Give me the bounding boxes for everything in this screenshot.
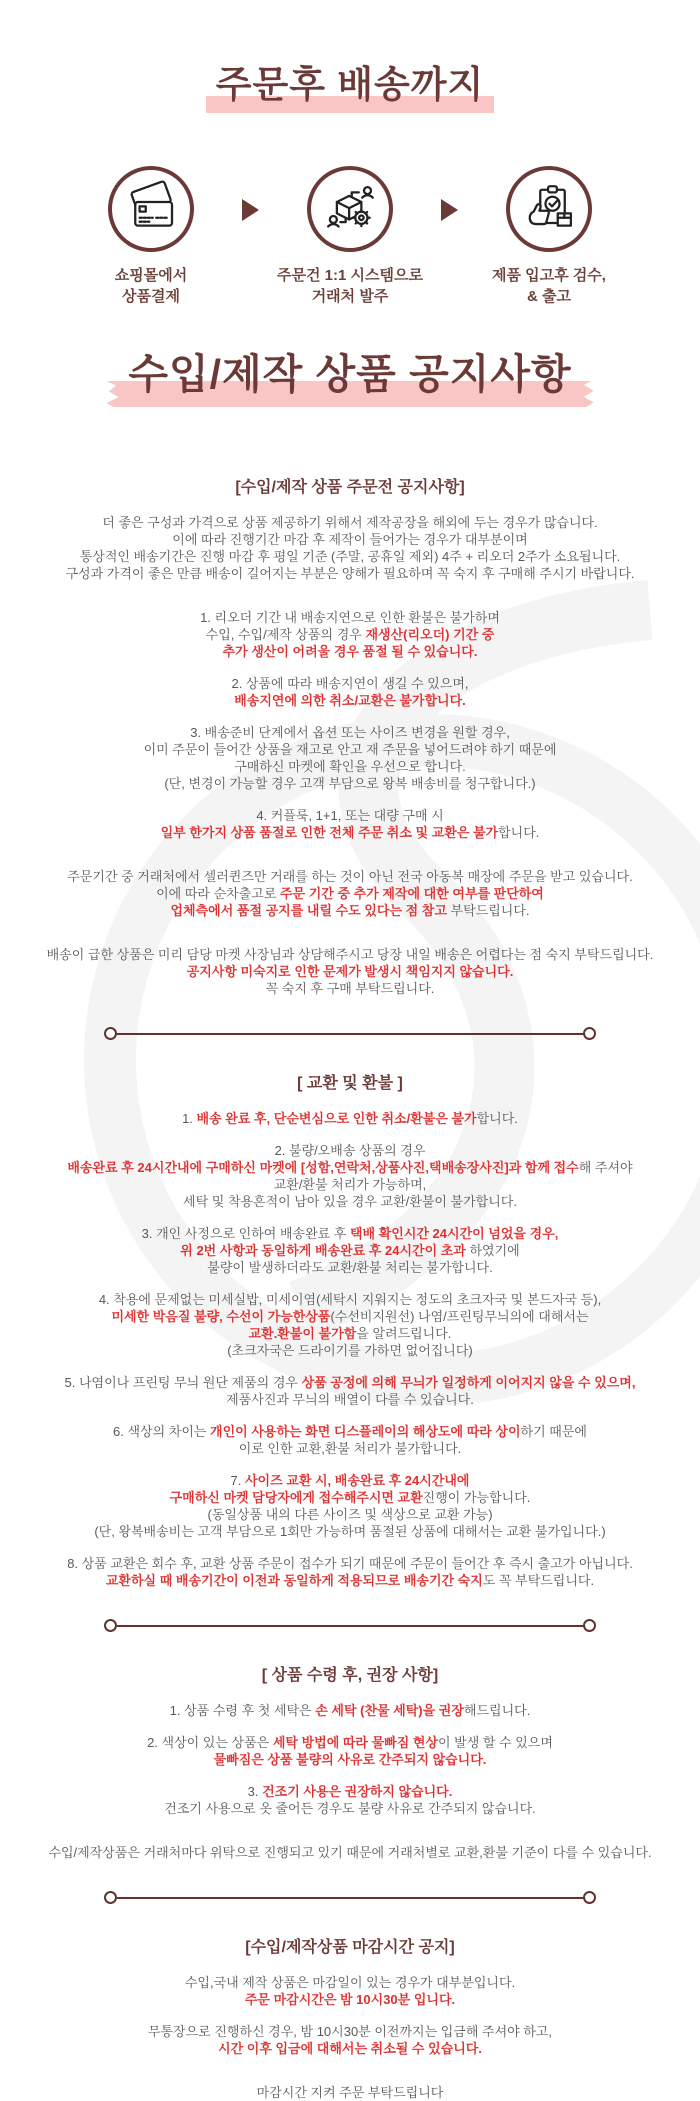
- body-text: 합니다.: [476, 1111, 518, 1126]
- text-line: [8, 758, 692, 775]
- section-header: [ 교환 및 환불 ]: [297, 1075, 403, 1092]
- body-text: 수입/제작상품은 거래처마다 위탁으로 진행되고 있기 때문에 거래처별로 교환,환불 기준이 다를 수 있습니다.: [48, 1845, 652, 1860]
- body-text: 하기 때문에: [520, 1424, 587, 1439]
- warning-text: 손 세탁 (찬물 세탁)을 권장: [315, 1703, 464, 1718]
- text-line: [8, 775, 692, 792]
- divider-endpoint-circle: [104, 1891, 117, 1904]
- body-text: 7.: [230, 1473, 245, 1488]
- text-line: [8, 1991, 692, 2008]
- step-circle: [307, 166, 393, 252]
- text-block: [8, 1225, 692, 1276]
- text-block: [8, 1472, 692, 1540]
- sub-title-wrap: [0, 341, 700, 400]
- text-block: [8, 1734, 692, 1768]
- text-block: [8, 2023, 692, 2057]
- body-text: 더 좋은 구성과 가격으로 상품 제공하기 위해서 제작공장을 해외에 두는 경우가 많습니다.: [102, 515, 598, 530]
- body-text: 합니다.: [498, 825, 540, 840]
- body-text: 해드립니다.: [463, 1703, 531, 1718]
- warning-text: 추가 생산이 어려울 경우 품절 될 수 있습니다.: [222, 644, 478, 659]
- divider-endpoint-circle: [583, 1891, 596, 1904]
- text-line: [8, 1489, 692, 1506]
- text-line: [8, 885, 692, 902]
- text-line: [8, 741, 692, 758]
- text-block: [8, 675, 692, 709]
- section-after-receipt-recommendation: [0, 1662, 700, 1861]
- warning-text: 주문 기간 중 추가 제작에 대한 여부를 판단하여: [279, 886, 544, 901]
- body-text: 2. 색상이 있는 상품은: [147, 1735, 273, 1750]
- text-line: [8, 1734, 692, 1751]
- arrow-right-icon: [242, 199, 259, 221]
- divider-endpoint-circle: [583, 1027, 596, 1040]
- text-line: [8, 1440, 692, 1457]
- warning-text: 일부 한가지 상품 품절로 인한 전체 주문 취소 및 교환은 불가: [160, 825, 499, 840]
- text-line: [8, 514, 692, 531]
- text-line: [8, 1783, 692, 1800]
- step-circle: [506, 166, 592, 252]
- body-text: 5. 나염이나 프린팅 무늬 원단 제품의 경우: [64, 1375, 302, 1390]
- text-line: [8, 1242, 692, 1259]
- warning-text: 배송 완료 후, 단순변심으로 인한 취소/환불은 불가: [196, 1111, 477, 1126]
- body-text: 도 꼭 부탁드립니다.: [482, 1573, 595, 1588]
- body-text: 이 발생 할 수 있으며: [438, 1735, 553, 1750]
- text-block: [8, 1783, 692, 1817]
- body-text: 진행이 가능합니다.: [422, 1490, 531, 1505]
- body-text: 8. 상품 교환은 회수 후, 교환 상품 주문이 접수가 되기 때문에 주문이 들어간 후 즉시 출고가 아닙니다.: [67, 1556, 633, 1571]
- text-line: [8, 692, 692, 709]
- text-line: [8, 643, 692, 660]
- text-line: [8, 1110, 692, 1127]
- warning-text: 사이즈 교환 시, 배송완료 후 24시간내에: [244, 1473, 470, 1488]
- warning-text: 교환.환불이 불가함: [248, 1326, 357, 1341]
- text-line: [8, 1159, 692, 1176]
- page-title: 주문후 배송까지: [216, 54, 484, 108]
- text-line: [8, 1472, 692, 1489]
- text-block: [8, 946, 692, 997]
- body-text: 2. 불량/오배송 상품의 경우: [274, 1143, 426, 1158]
- text-line: [8, 1572, 692, 1589]
- section-exchange-refund: [0, 1070, 700, 1589]
- warning-text: 배송지연에 의한 취소/교환은 불가합니다.: [234, 693, 466, 708]
- text-block: [8, 1110, 692, 1127]
- text-line: [8, 1523, 692, 1540]
- divider-line: [117, 1625, 583, 1627]
- step-circle: [108, 166, 194, 252]
- sections-host: [0, 474, 700, 2101]
- body-text: 부탁드립니다.: [446, 903, 530, 918]
- body-text: 을 알려드립니다.: [356, 1326, 452, 1341]
- body-text: 건조기 사용으로 옷 줄어든 경우도 불량 사유로 간주되지 않습니다.: [164, 1801, 536, 1816]
- body-text: (단, 왕복배송비는 고객 부담으로 1회만 가능하며 품절된 상품에 대해서는 교환 불가입니다.): [94, 1524, 606, 1539]
- body-text: 3. 배송준비 단계에서 옵션 또는 사이즈 변경을 원할 경우,: [190, 725, 510, 740]
- body-text: 1.: [182, 1111, 197, 1126]
- text-block: [8, 2084, 692, 2101]
- warning-text: 세탁 방법에 따라 물빠짐 현상: [272, 1735, 438, 1750]
- warning-text: 업체측에서 품절 공지를 내릴 수도 있다는 점 참고: [170, 903, 447, 918]
- text-block: [8, 1974, 692, 2008]
- section-divider: [104, 1027, 596, 1040]
- warning-text: 시간 이후 입금에 대해서는 취소될 수 있습니다.: [218, 2041, 482, 2056]
- text-line: [8, 1291, 692, 1308]
- text-block: [8, 1142, 692, 1210]
- body-text: 마감시간 지켜 주문 부탁드립니다: [256, 2085, 444, 2100]
- text-line: [8, 724, 692, 741]
- main-title-wrap: [0, 0, 700, 108]
- text-block: [8, 609, 692, 660]
- text-block: [8, 724, 692, 792]
- text-line: [8, 1702, 692, 1719]
- text-line: [8, 1325, 692, 1342]
- body-text: (단, 변경이 가능할 경우 고객 부담으로 왕복 배송비를 청구합니다.): [164, 776, 536, 791]
- text-line: [8, 1751, 692, 1768]
- text-block: [8, 1702, 692, 1719]
- body-text: (초크자국은 드라이기를 가하면 없어집니다): [227, 1343, 473, 1358]
- text-line: [8, 626, 692, 643]
- text-line: [8, 1193, 692, 1210]
- body-text: 6. 색상의 차이는: [113, 1424, 211, 1439]
- text-line: [8, 609, 692, 626]
- body-text: 불량이 발생하더라도 교환/환불 처리는 불가합니다.: [207, 1260, 493, 1275]
- text-line: [8, 531, 692, 548]
- warning-text: 재생산(리오더) 기간 중: [365, 627, 495, 642]
- body-text: 이로 인한 교환,환불 처리가 불가합니다.: [238, 1441, 462, 1456]
- body-text: 통상적인 배송기간은 진행 마감 후 평일 기준 (주말, 공휴일 제외) 4주 + 리오더 2주가 소요됩니다.: [79, 549, 621, 564]
- body-text: 꼭 숙지 후 구매 부탁드립니다.: [265, 981, 435, 996]
- text-block: [8, 1423, 692, 1457]
- step-label-line: 주문건 1:1 시스템으로: [277, 267, 423, 284]
- text-block: [8, 1844, 692, 1861]
- text-line: [8, 902, 692, 919]
- body-text: 제품사진과 무늬의 배열이 다를 수 있습니다.: [226, 1392, 474, 1407]
- text-line: [8, 1555, 692, 1572]
- section-title: 수입/제작 상품 공지사항: [128, 341, 571, 400]
- warning-text: 배송완료 후 24시간내에 구매하신 마켓에 [성함,연락처,상품사진,택배송장사진]과 함께 접수: [67, 1160, 579, 1175]
- text-line: [8, 807, 692, 824]
- text-line: [8, 1142, 692, 1159]
- body-text: 교환/환불 처리가 가능하며,: [273, 1177, 427, 1192]
- body-text: 1. 상품 수령 후 첫 세탁은: [169, 1703, 316, 1718]
- text-line: [8, 868, 692, 885]
- warning-text: 미세한 박음질 불량, 수선이 가능한상품: [111, 1309, 331, 1324]
- text-line: [8, 1844, 692, 1861]
- text-line: [8, 2023, 692, 2040]
- section-divider: [104, 1891, 596, 1904]
- credit-card-icon: [123, 181, 179, 237]
- text-line: [8, 824, 692, 841]
- divider-endpoint-circle: [583, 1619, 596, 1632]
- body-text: 하였기에: [465, 1243, 520, 1258]
- text-block: [8, 1291, 692, 1359]
- body-text: 3.: [247, 1784, 263, 1799]
- warning-text: 교환하실 때 배송기간이 이전과 동일하게 적용되므로 배송기간 숙지: [105, 1573, 483, 1588]
- body-text: 주문기간 중 거래처에서 셀러퀸즈만 거래를 하는 것이 아닌 전국 아동복 매장에 주문을 받고 있습니다.: [67, 869, 633, 884]
- divider-endpoint-circle: [104, 1027, 117, 1040]
- process-step-inspection: [458, 166, 640, 307]
- body-text: 세탁 및 착용흔적이 남아 있을 경우 교환/환불이 불가합니다.: [183, 1194, 517, 1209]
- divider-endpoint-circle: [104, 1619, 117, 1632]
- process-step-payment: [60, 166, 242, 307]
- text-line: [8, 1391, 692, 1408]
- step-label-line: 상품결제: [122, 288, 180, 305]
- body-text: 구매하신 마켓에 확인을 우선으로 합니다.: [234, 759, 466, 774]
- body-text: 수입,국내 제작 상품은 마감일이 있는 경우가 대부분입니다.: [184, 1975, 516, 1990]
- body-text: 구성과 가격이 좋은 만큼 배송이 길어지는 부분은 양해가 필요하며 꼭 숙지 후 구매해 주시기 바랍니다.: [65, 566, 635, 581]
- body-text: (수선비지원선) 나염/프린팅무늬의에 대해서는: [330, 1309, 589, 1324]
- text-line: [8, 565, 692, 582]
- text-line: [8, 1342, 692, 1359]
- step-label-line: 쇼핑몰에서: [114, 267, 188, 284]
- warning-text: 개인이 사용하는 화면 디스플레이의 해상도에 따라 상이: [210, 1424, 521, 1439]
- arrow-right-icon: [441, 199, 458, 221]
- warning-text: 택배 확인시간 24시간이 넘었을 경우,: [349, 1226, 559, 1241]
- body-text: 수입, 수입/제작 상품의 경우: [205, 627, 366, 642]
- body-text: 2. 상품에 따라 배송지연이 생길 수 있으며,: [231, 676, 469, 691]
- divider-line: [117, 1033, 583, 1035]
- text-line: [8, 1225, 692, 1242]
- section-divider: [104, 1619, 596, 1632]
- section-header: [ 상품 수령 후, 권장 사항]: [261, 1667, 439, 1684]
- text-line: [8, 2040, 692, 2057]
- text-line: [8, 1176, 692, 1193]
- text-block: [8, 1374, 692, 1408]
- text-line: [8, 675, 692, 692]
- warning-text: 구매하신 마켓 담당자에게 접수해주시면 교환: [169, 1490, 423, 1505]
- body-text: 4. 착용에 문제없는 미세실밥, 미세이염(세탁시 지워지는 정도의 초크자국 및 본드자국 등),: [98, 1292, 602, 1307]
- body-text: 4. 커플룩, 1+1, 또는 대량 구매 시: [256, 808, 444, 823]
- text-line: [8, 1423, 692, 1440]
- text-block: [8, 868, 692, 919]
- text-line: [8, 1800, 692, 1817]
- section-pre-order-notice: [0, 474, 700, 997]
- body-text: 이에 따라 진행기간 마감 후 제작이 들어가는 경우가 대부분이며: [172, 532, 528, 547]
- body-text: 해 주셔야: [578, 1160, 633, 1175]
- body-text: 이에 따라 순차출고로: [156, 886, 280, 901]
- warning-text: 주문 마감시간은 밤 10시30분 입니다.: [244, 1992, 456, 2007]
- text-line: [8, 946, 692, 963]
- body-text: (동일상품 내의 다른 사이즈 및 색상으로 교환 가능): [207, 1507, 493, 1522]
- body-text: 이미 주문이 들어간 상품을 재고로 안고 재 주문을 넣어드려야 하기 때문에: [143, 742, 557, 757]
- body-text: 배송이 급한 상품은 미리 담당 마켓 사장님과 상담해주시고 당장 내일 배송은 어렵다는 점 숙지 부탁드립니다.: [46, 947, 654, 962]
- step-label-line: & 출고: [527, 288, 571, 305]
- body-text: 1. 리오더 기간 내 배송지연으로 인한 환불은 불가하며: [200, 610, 500, 625]
- warning-text: 상품 공정에 의해 무늬가 일정하게 이어지지 않을 수 있으며,: [301, 1375, 636, 1390]
- text-line: [8, 963, 692, 980]
- step-label: [277, 265, 423, 307]
- text-line: [8, 2084, 692, 2101]
- text-line: [8, 1259, 692, 1276]
- order-system-icon: [322, 181, 378, 237]
- step-label: [492, 265, 606, 307]
- text-line: [8, 980, 692, 997]
- text-block: [8, 1555, 692, 1589]
- warning-text: 공지사항 미숙지로 인한 문제가 발생시 책임지지 않습니다.: [186, 964, 514, 979]
- section-header: [수입/제작상품 마감시간 공지]: [245, 1939, 455, 1956]
- warning-text: 건조기 사용은 권장하지 않습니다.: [262, 1784, 453, 1799]
- step-label-line: 제품 입고후 검수,: [492, 267, 606, 284]
- text-line: [8, 1506, 692, 1523]
- body-text: 무통장으로 진행하신 경우, 밤 10시30분 이전까지는 입금해 주셔야 하고,: [147, 2024, 553, 2039]
- section-deadline-notice: [0, 1934, 700, 2101]
- divider-line: [117, 1897, 583, 1899]
- text-line: [8, 1374, 692, 1391]
- section-header: [수입/제작 상품 주문전 공지사항]: [235, 479, 465, 496]
- text-line: [8, 1974, 692, 1991]
- body-text: 3. 개인 사정으로 인하여 배송완료 후: [141, 1226, 350, 1241]
- text-line: [8, 1308, 692, 1325]
- process-step-order-system: [259, 166, 441, 307]
- text-block: [8, 807, 692, 841]
- warning-text: 위 2번 사항과 동일하게 배송완료 후 24시간이 초과: [180, 1243, 466, 1258]
- text-line: [8, 548, 692, 565]
- step-label: [115, 265, 187, 307]
- step-label-line: 거래처 발주: [311, 288, 389, 305]
- order-process-flow: [0, 166, 700, 307]
- warning-text: 물빠짐은 상품 불량의 사유로 간주되지 않습니다.: [213, 1752, 487, 1767]
- text-block: [8, 514, 692, 582]
- package-inspection-icon: [521, 181, 577, 237]
